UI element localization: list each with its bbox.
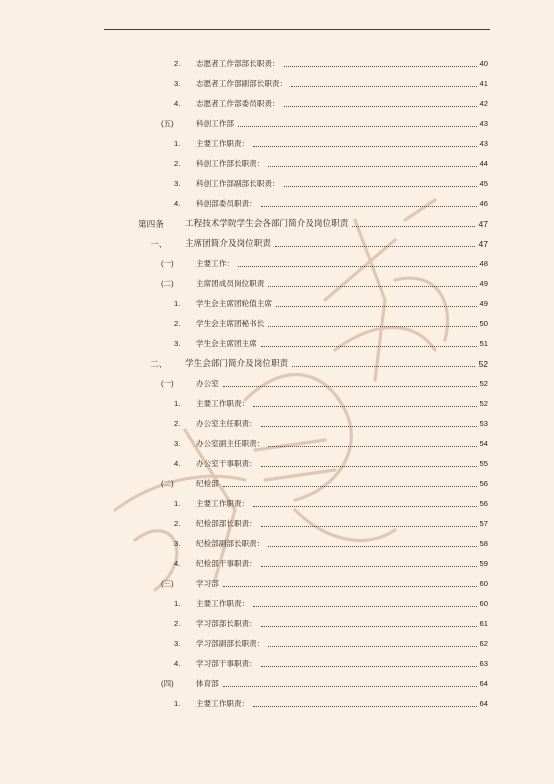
toc-entry-number: 第四条 (138, 219, 164, 229)
toc-entry[interactable] (0, 437, 554, 451)
toc-entry-number: 3. (174, 639, 181, 648)
toc-entry-title: 主席团简介及岗位职责 (185, 239, 271, 249)
toc-entry-number: 1. (174, 399, 181, 408)
toc-page-number: 49 (479, 279, 488, 288)
toc-entry-number: 2. (174, 59, 181, 68)
toc-entry[interactable] (0, 197, 554, 211)
toc-entry-title: 工程技术学院学生会各部门简介及岗位职责 (185, 219, 349, 229)
toc-entry-number: 3. (174, 339, 181, 348)
toc-leader-dots (238, 266, 477, 267)
toc-page-number: 64 (479, 699, 488, 708)
toc-leader-dots (223, 586, 477, 587)
toc-entry-number: 3. (174, 539, 181, 548)
toc-entry-number: 4. (174, 99, 181, 108)
toc-leader-dots (284, 186, 477, 187)
toc-entry[interactable] (0, 477, 554, 491)
toc-page-number: 50 (479, 319, 488, 328)
toc-entry-number: 3. (174, 439, 181, 448)
toc-entry[interactable] (0, 537, 554, 551)
toc-page-number: 43 (479, 139, 488, 148)
toc-entry[interactable] (0, 297, 554, 311)
toc-leader-dots (268, 646, 476, 647)
toc-page-number: 45 (479, 179, 488, 188)
toc-entry-title: 办公室主任职责： (196, 419, 257, 428)
toc-page-number: 52 (479, 399, 488, 408)
toc-entry[interactable] (0, 417, 554, 431)
toc-page-number: 63 (479, 659, 488, 668)
toc-entry[interactable] (0, 177, 554, 191)
toc-entry-number: 2. (174, 159, 181, 168)
toc-entry-title: 主要工作职责： (196, 699, 250, 708)
toc-entry-title: 纪检部干事职责： (196, 559, 257, 568)
toc-leader-dots (223, 386, 477, 387)
toc-page-number: 41 (479, 79, 488, 88)
toc-leader-dots (253, 606, 476, 607)
toc-entry[interactable] (0, 497, 554, 511)
toc-entry-number: 3. (174, 179, 181, 188)
toc-leader-dots (261, 526, 477, 527)
toc-entry[interactable] (0, 277, 554, 291)
toc-leader-dots (268, 286, 476, 287)
toc-entry-number: 4. (174, 559, 181, 568)
toc-entry-title: 主要工作职责： (196, 399, 250, 408)
toc-entry[interactable] (0, 597, 554, 611)
toc-entry[interactable] (0, 257, 554, 271)
toc-entry-title: 学习部部长职责： (196, 619, 257, 628)
toc-entry[interactable] (0, 57, 554, 71)
toc-page-number: 43 (479, 119, 488, 128)
toc-entry-title: 纪检部副部长职责： (196, 539, 265, 548)
toc-entry[interactable] (0, 357, 554, 371)
toc-entry-number: 3. (174, 79, 181, 88)
toc-leader-dots (291, 86, 476, 87)
toc-page-number: 48 (479, 259, 488, 268)
toc-leader-dots (261, 346, 477, 347)
toc-entry-title: 学习部 (196, 579, 219, 588)
toc-page-number: 40 (479, 59, 488, 68)
toc-entry-title: 主要工作职责： (196, 139, 250, 148)
toc-leader-dots (223, 486, 477, 487)
toc-entry-title: 科创工作部长职责： (196, 159, 265, 168)
toc-entry-number: 2. (174, 619, 181, 628)
toc-entry-title: 主席团成员岗位职责 (196, 279, 265, 288)
toc-entry-title: 学生会主席团主席 (196, 339, 257, 348)
toc-leader-dots (268, 326, 476, 327)
toc-page-number: 56 (479, 499, 488, 508)
toc-entry-title: 学生会主席团秘书长 (196, 319, 265, 328)
toc-page-number: 44 (479, 159, 488, 168)
toc-page-number: 60 (479, 599, 488, 608)
toc-page-number: 59 (479, 559, 488, 568)
toc-leader-dots (268, 166, 476, 167)
toc-entry[interactable] (0, 397, 554, 411)
toc-entry[interactable] (0, 617, 554, 631)
toc-leader-dots (223, 686, 477, 687)
toc-leader-dots (352, 226, 475, 227)
toc-entry-title: 学生会主席团轮值主席 (196, 299, 272, 308)
toc-entry[interactable] (0, 657, 554, 671)
toc-entry-number: 1. (174, 499, 181, 508)
toc-entry-title: 学习部干事职责： (196, 659, 257, 668)
toc-page-number: 58 (479, 539, 488, 548)
toc-entry-number: 1. (174, 699, 181, 708)
toc-entry-title: 纪检部 (196, 479, 219, 488)
toc-page-number: 56 (479, 479, 488, 488)
toc-page-number: 64 (479, 679, 488, 688)
toc-leader-dots (253, 146, 476, 147)
toc-entry-title: 志愿者工作部委员职责： (196, 99, 280, 108)
toc-entry-number: 1. (174, 599, 181, 608)
toc-entry-title: 科创部委员职责： (196, 199, 257, 208)
toc-entry[interactable] (0, 637, 554, 651)
toc-entry[interactable] (0, 337, 554, 351)
toc-leader-dots (284, 66, 477, 67)
toc-page-number: 49 (479, 299, 488, 308)
toc-page-number: 52 (478, 359, 488, 369)
toc-page-number: 53 (479, 419, 488, 428)
toc-leader-dots (284, 106, 477, 107)
toc-entry-title: 主要工作： (196, 259, 234, 268)
toc-entry-number: (一) (161, 259, 174, 268)
toc-entry-number: 二、 (150, 359, 168, 369)
toc-leader-dots (253, 706, 476, 707)
toc-leader-dots (253, 506, 476, 507)
toc-entry-title: 办公室干事职责： (196, 459, 257, 468)
toc-entry-number: 4. (174, 199, 181, 208)
toc-leader-dots (261, 666, 477, 667)
toc-entry-number: 1. (174, 299, 181, 308)
toc-entry-number: (四) (161, 679, 174, 688)
toc-page-number: 55 (479, 459, 488, 468)
toc-entry[interactable] (0, 577, 554, 591)
toc-page-number: 60 (479, 579, 488, 588)
toc-entry-title: 科创工作部 (196, 119, 234, 128)
header-rule (104, 29, 490, 30)
toc-entry[interactable] (0, 117, 554, 131)
toc-entry-title: 纪检部部长职责： (196, 519, 257, 528)
toc-entry-number: (一) (161, 379, 174, 388)
toc-entry-title: 办公室副主任职责： (196, 439, 265, 448)
toc-entry[interactable] (0, 157, 554, 171)
toc-entry[interactable] (0, 517, 554, 531)
toc-entry[interactable] (0, 137, 554, 151)
toc-entry[interactable] (0, 557, 554, 571)
toc-page-number: 61 (479, 619, 488, 628)
toc-entry[interactable] (0, 97, 554, 111)
toc-entry-number: 4. (174, 459, 181, 468)
toc-leader-dots (292, 366, 475, 367)
toc-entry-number: 4. (174, 659, 181, 668)
toc-page-number: 51 (479, 339, 488, 348)
toc-leader-dots (268, 546, 476, 547)
toc-page-number: 42 (479, 99, 488, 108)
toc-entry-title: 体育部 (196, 679, 219, 688)
toc-entry-number: 1. (174, 139, 181, 148)
toc-entry[interactable] (0, 457, 554, 471)
toc-leader-dots (261, 466, 477, 467)
toc-leader-dots (276, 306, 477, 307)
toc-entry-title: 志愿者工作部部长职责： (196, 59, 280, 68)
toc-leader-dots (275, 246, 475, 247)
toc-leader-dots (261, 206, 477, 207)
toc-entry[interactable] (0, 317, 554, 331)
toc-entry-number: 2. (174, 319, 181, 328)
toc-entry-title: 科创工作部副部长职责： (196, 179, 280, 188)
toc-entry-title: 主要工作职责： (196, 499, 250, 508)
toc-leader-dots (238, 126, 477, 127)
toc-entry-number: 2. (174, 519, 181, 528)
toc-entry[interactable] (0, 677, 554, 691)
toc-page-number: 57 (479, 519, 488, 528)
toc-page-number: 47 (478, 239, 488, 249)
toc-entry-number: (二) (161, 479, 174, 488)
toc-entry[interactable] (0, 217, 554, 231)
toc-page-number: 54 (479, 439, 488, 448)
toc-entry[interactable] (0, 77, 554, 91)
toc-leader-dots (253, 406, 476, 407)
toc-entry-number: 2. (174, 419, 181, 428)
toc-entry-title: 主要工作职责： (196, 599, 250, 608)
toc-entry-number: 一、 (150, 239, 168, 249)
toc-entry[interactable] (0, 377, 554, 391)
toc-entry-number: (五) (161, 119, 174, 128)
toc-leader-dots (261, 566, 477, 567)
toc-entry-title: 学生会部门简介及岗位职责 (185, 359, 289, 369)
toc-entry-title: 学习部副部长职责： (196, 639, 265, 648)
toc-entry-number: (二) (161, 279, 174, 288)
toc-entry[interactable] (0, 237, 554, 251)
toc-leader-dots (268, 446, 476, 447)
toc-entry-title: 志愿者工作部副部长职责： (196, 79, 288, 88)
toc-entry[interactable] (0, 697, 554, 711)
toc-page-number: 52 (479, 379, 488, 388)
toc-page-number: 47 (478, 219, 488, 229)
toc-page-number: 62 (479, 639, 488, 648)
toc-entry-number: (三) (161, 579, 174, 588)
toc-leader-dots (261, 426, 477, 427)
toc-leader-dots (261, 626, 477, 627)
toc-page-number: 46 (479, 199, 488, 208)
toc-entry-title: 办公室 (196, 379, 219, 388)
